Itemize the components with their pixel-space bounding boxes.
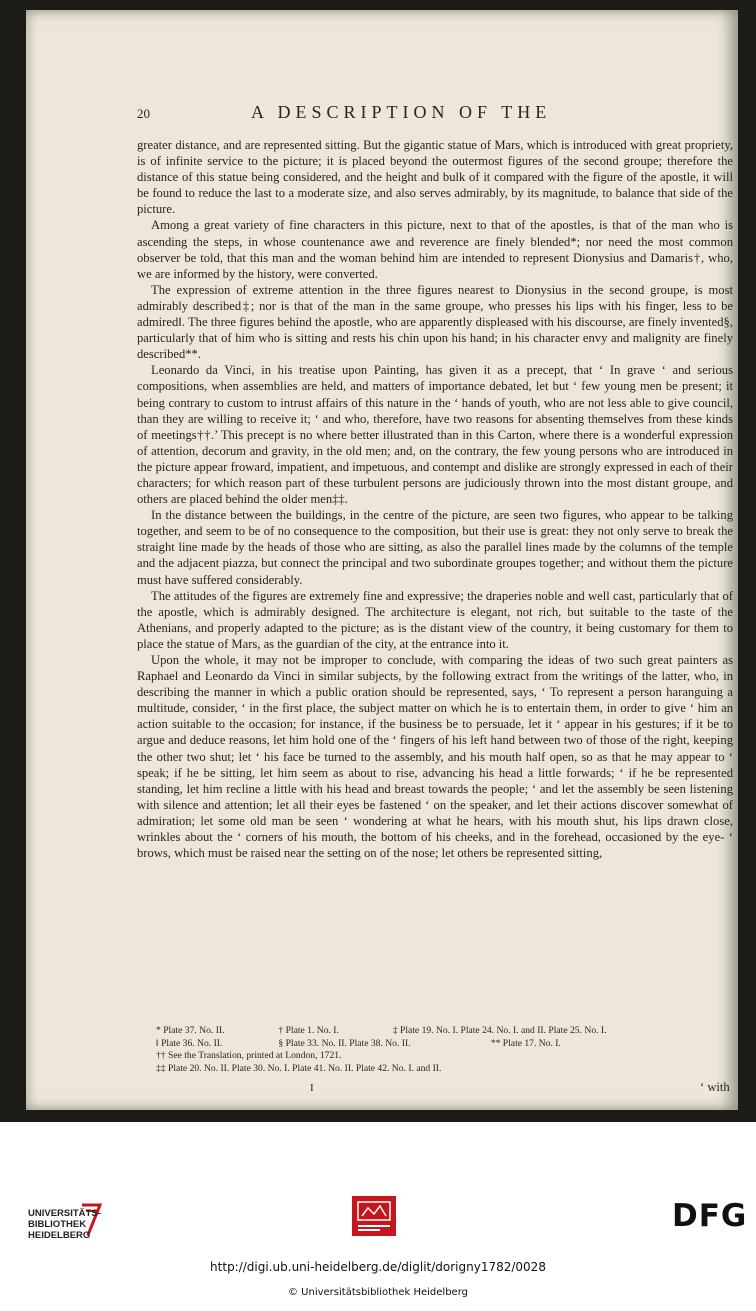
book-page — [26, 10, 738, 1110]
paragraph: In the distance between the buildings, in the centre of the picture, are seen two figures, who appear to be talking together, and seem to be of no consequence to the composition, but their use is great: they not only serve to break the straight line made by the heads of those who are sitting, as also the parallel lines made by the columns of the temple and the adjacent piazza, but connect the principal and two subordinate groupes together; and without them the picture must have suffered considerably. — [137, 508, 733, 587]
footnote: § Plate 33. No. II. Plate 38. No. II. — [278, 1037, 411, 1049]
page-number: 20 — [137, 106, 150, 121]
footnote: * Plate 37. No. II. — [156, 1025, 225, 1036]
page-header — [26, 102, 738, 124]
logo-line: BIBLIOTHEK — [28, 1219, 87, 1230]
running-title: A DESCRIPTION OF THE — [251, 102, 552, 122]
body-text — [137, 137, 733, 861]
footnote: ‡‡ Plate 20. No. II. Plate 30. No. I. Plate 41. No. II. Plate 42. No. I. and II. — [156, 1062, 442, 1074]
footnote: † Plate 1. No. I. — [278, 1025, 339, 1036]
permalink-url[interactable]: http://digi.ub.uni-heidelberg.de/diglit/dorigny1782/0028 — [210, 1260, 546, 1274]
dfg-logo[interactable]: DFG — [672, 1198, 748, 1234]
footnotes — [156, 1025, 736, 1075]
paragraph: greater distance, and are represented sitting. But the gigantic statue of Mars, which is introduced with great propriety, is of infinite service to the picture; it is placed beyond the outermost figures of the second groupe; therefore the distance of this statue being considered, and the height and bulk of it compared with the figure of the apostle, it will be found to reduce the last to a moderate size, and also serves admirably, by its magnitude, to balance that side of the picture. — [137, 138, 733, 217]
logo-line: UNIVERSITÄTS- — [28, 1208, 101, 1219]
university-library-logo[interactable] — [28, 1208, 101, 1241]
paragraph: Upon the whole, it may not be improper to conclude, with comparing the ideas of two such great painters as Raphael and Leonardo da Vinci in similar subjects, by the following extract from the writings of the latter, who, in describing the manner in which a public oration should be represented, says, ‘ To represent a person haranguing a multitude, consider, ‘ in the first place, the subject matter on which he is to entertain them, in order to give ‘ him an action suitable to the occasion; for instance, if the business be to persuade, let it ‘ appear in his gestures; if it be to argue and deduce reasons, let him hold one of the ‘ fingers of his left hand between two of those of the right, keeping the other two shut; let ‘ his face be turned to the assembly, and his mouth half open, so as that he may appear to ‘ speak; if he be sitting, let him seem as about to rise, advancing his head a little forwards; ‘ if he be represented standing, let him recline a little with his head and breast towards the people; ‘ and let the assembly be seen listening with silence and attention; let all their eyes be fastened ‘ on the speaker, and let their actions discover somewhat of admiration; let some old man be seen ‘ wondering at what he hears, with his mouth shut, his lips drawn close, wrinkles about the ‘ corners of his mouth, the bottom of his cheeks, and in the forehead, occasioned by the eye- ‘ brows, which must be raised near the setting on of the nose; let others be represented sitting, — [137, 653, 733, 861]
signature-mark: I — [310, 1082, 314, 1094]
catchword: ‘ with — [700, 1080, 730, 1094]
footnote-row — [156, 1025, 736, 1038]
logo-line: HEIDELBERG — [28, 1230, 91, 1241]
footnote-row — [156, 1038, 736, 1051]
copyright-notice: © Universitätsbibliothek Heidelberg — [287, 1287, 468, 1298]
footnote: †† See the Translation, printed at London, 1721. — [156, 1050, 342, 1062]
footnote: ‡ Plate 19. No. I. Plate 24. No. I. and II. Plate 25. No. I. — [392, 1025, 607, 1036]
digitization-badge-icon[interactable] — [352, 1196, 396, 1236]
footnote: ‖ Plate 36. No. II. — [156, 1037, 223, 1049]
paragraph: The expression of extreme attention in the three figures nearest to Dionysius in the second groupe, is most admirably described‡; nor is that of the man in the same groupe, who presses his lips with his finger, less to be admired‖. The three figures behind the apostle, who are apparently displeased with his discourse, are finely invented§, particularly that of him who is sitting and rests his chin upon his hand; in his character envy and malignity are finely described**. — [137, 282, 733, 362]
paragraph: The attitudes of the figures are extremely fine and expressive; the draperies noble and well cast, particularly that of the apostle, which is admirably designed. The architecture is elegant, not rich, but suitable to the taste of the Athenians, and properly adapted to the picture; as is the distant view of the country, it being customary for them to place the statue of Mars, as the guardian of the city, at the entrance into it. — [137, 588, 733, 651]
paragraph: Among a great variety of fine characters in this picture, next to that of the apostles, is that of the man who is ascending the steps, in whose countenance awe and reverence are finely blended*; nor need the most common observer be told, that this man and the woman behind him are intended to represent Dionysius and Damaris†, who, we are informed by the history, were converted. — [137, 218, 733, 281]
paragraph: Leonardo da Vinci, in his treatise upon Painting, has given it as a precept, that ‘ In grave ‘ and serious compositions, when assemblies are held, and matters of importance debated, let but ‘ few young men be present; it being contrary to custom to intrust affairs of this nature in the ‘ hands of youth, who are not less able to give council, than they are willing to receive it; ‘ and who, therefore, have two reasons for absenting themselves from these kinds of meetings††.’ This precept is no where better illustrated than in this Carton, where there is a wonderful expression of attention, decorum and gravity, in the old men; and, on the contrary, the few young persons who are introduced in the picture appear froward, impatient, and impetuous, and contempt and dislike are strongly expressed in each of their characters; for which reason part of these turbulent persons are judiciously thrown into the most distant groupe, and others are placed behind the older men‡‡. — [137, 363, 733, 507]
footnote: ** Plate 17. No. I. — [490, 1037, 561, 1049]
